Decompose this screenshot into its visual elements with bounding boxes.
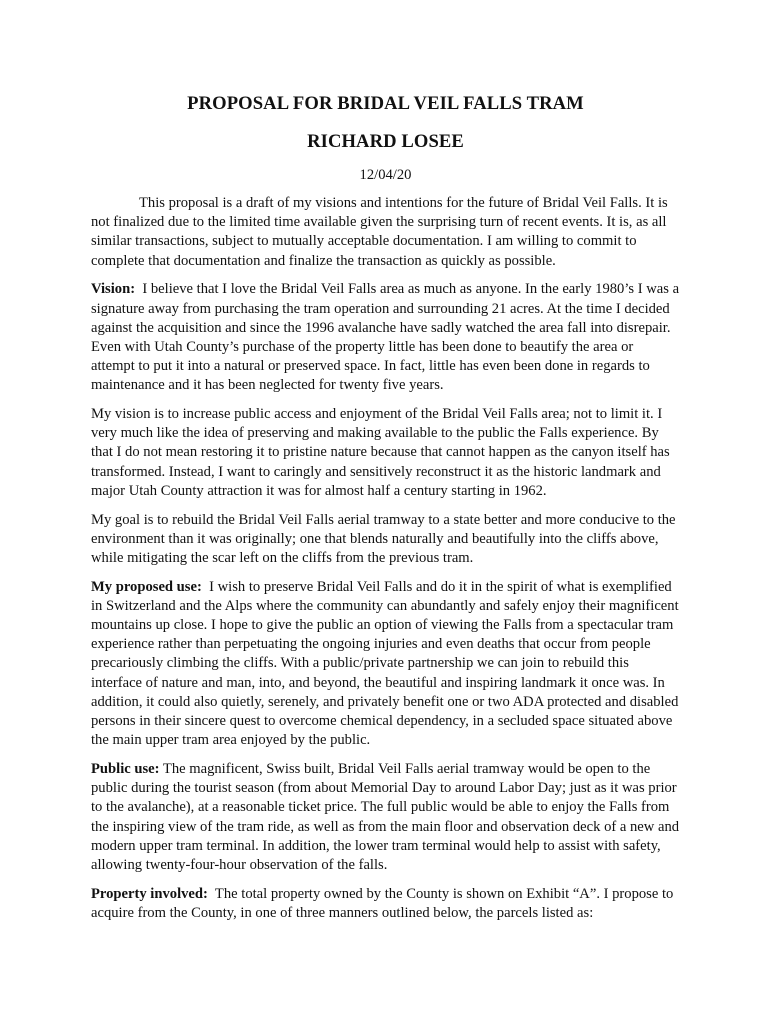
public-use-paragraph bbox=[91, 760, 680, 875]
vision-text: I believe that I love the Bridal Veil Falls area as much as anyone. In the early 1980’s I was a signature away from purchasing the tram operation and surrounding 21 acres. At the time I decided against the acquisition and since the 1996 avalanche have sadly watched the area fall into disrepair. Even with Utah County’s purchase of the property little has been done to beautify the area or attempt to put it into a natural or preserved space. In fact, little has even been done in regards to maintenance and it has been neglected for twenty five years. bbox=[91, 281, 680, 394]
vision-label: Vision: bbox=[91, 281, 136, 298]
public-use-label: Public use: bbox=[91, 760, 160, 777]
intro-paragraph: This proposal is a draft of my visions and intentions for the future of Bridal Veil Falls. It is not finalized due to the limited time available given the surprising turn of recent events. It is, as all similar transactions, subject to mutually acceptable documentation. I am willing to commit to complete that documentation and finalize the transaction as quickly as possible. bbox=[91, 195, 668, 269]
vision-paragraph-2: My vision is to increase public access and enjoyment of the Bridal Veil Falls area; not to limit it. I very much like the idea of preserving and making available to the public the Falls experience. By that I do not mean restoring it to pristine nature because that cannot happen as the canyon itself has transformed. Instead, I want to caringly and sensitively reconstruct it as the historic landmark and major Utah County attraction it was for almost half a century starting in 1962. bbox=[91, 406, 670, 499]
public-use-text: The magnificent, Swiss built, Bridal Veil Falls aerial tramway would be open to the public during the tourist season (from about Memorial Day to around Labor Day; just as it was prior to the avalanche), at a reasonable ticket price. The full public would be able to enjoy the Falls from the inspiring view of the tram ride, as well as from the main floor and observation deck of a new and modern upper tram terminal. In addition, the lower tram terminal would help to assist with safety, allowing twenty-four-hour observation of the falls. bbox=[91, 760, 680, 873]
goal-paragraph: My goal is to rebuild the Bridal Veil Falls aerial tramway to a state better and more conducive to the environment than it was originally; one that blends naturally and beautifully into the cliffs above, while mitigating the scar left on the cliffs from the previous tram. bbox=[91, 511, 676, 566]
document-title: PROPOSAL FOR BRIDAL VEIL FALLS TRAM bbox=[187, 93, 584, 114]
property-label: Property involved: bbox=[91, 885, 208, 902]
proposed-use-label: My proposed use: bbox=[91, 578, 202, 595]
document-date: 12/04/20 bbox=[359, 167, 412, 183]
proposed-use-text: I wish to preserve Bridal Veil Falls and do it in the spirit of what is exemplified in Switzerland and the Alps where the community can abundantly and safely enjoy their magnificent mountains up close. I hope to give the public an option of viewing the Falls from a spectacular tram experience rather than perpetuating the ongoing injuries and even deaths that occur from people precariously climbing the cliffs. With a public/private partnership we can join to rebuild this interface of nature and man, into, and beyond, the beautiful and inspiring landmark it once was. In addition, it could also quietly, serenely, and privately benefit one or two ADA protected and disabled persons in their sincere quest to overcome chemical dependency, in a secluded space situated above the main upper tram area enjoyed by the public. bbox=[91, 578, 679, 749]
proposed-use-paragraph bbox=[91, 578, 680, 751]
property-text: The total property owned by the County is shown on Exhibit “A”. I propose to acquire from the County, in one of three manners outlined below, the parcels listed as: bbox=[91, 885, 674, 921]
document-author: RICHARD LOSEE bbox=[307, 131, 464, 152]
vision-paragraph bbox=[91, 280, 680, 395]
property-paragraph bbox=[91, 885, 680, 923]
